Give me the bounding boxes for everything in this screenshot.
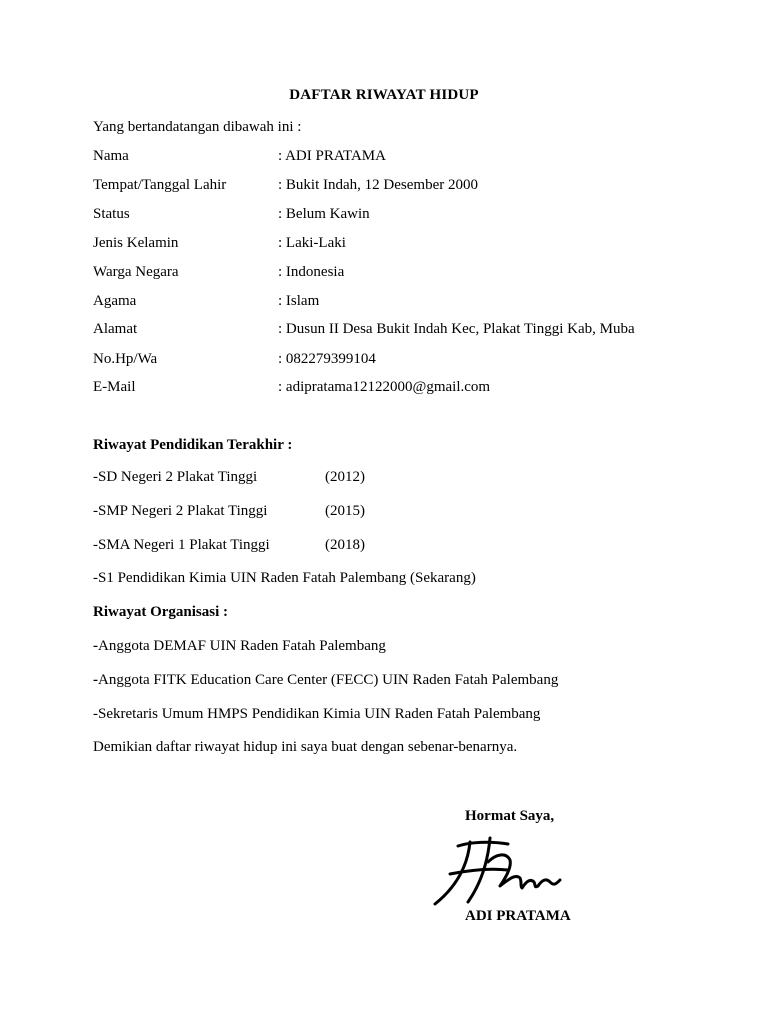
field-value: : 082279399104 — [278, 351, 376, 367]
field-value: : Bukit Indah, 12 Desember 2000 — [278, 177, 478, 193]
signer-name: ADI PRATAMA — [465, 908, 571, 924]
education-year: (2012) — [325, 469, 365, 485]
personal-row-birth — [93, 177, 478, 194]
field-value: : Laki-Laki — [278, 235, 346, 251]
field-label: Nama — [93, 148, 129, 164]
field-value: : Indonesia — [278, 264, 345, 280]
personal-row-religion — [93, 293, 319, 310]
organization-text: -Sekretaris Umum HMPS Pendidikan Kimia UIN Raden Fatah Palembang — [93, 706, 541, 722]
field-label: Status — [93, 206, 130, 222]
personal-row-status — [93, 206, 370, 223]
organization-dash: - — [93, 638, 98, 654]
organization-heading: Riwayat Organisasi : — [93, 604, 228, 620]
education-item — [93, 537, 365, 554]
personal-row-nama — [93, 148, 386, 165]
field-value: : adipratama12122000@gmail.com — [278, 379, 491, 395]
field-value: : Dusun II Desa Bukit Indah Kec, Plakat Tinggi Kab, Muba — [278, 321, 635, 337]
salutation: Hormat Saya, — [465, 808, 555, 824]
closing-statement: Demikian daftar riwayat hidup ini saya buat dengan sebenar-benarnya. — [93, 739, 518, 755]
education-year: (2015) — [325, 503, 365, 519]
field-label: Warga Negara — [93, 264, 179, 280]
field-label: No.Hp/Wa — [93, 351, 158, 367]
education-school: -SMA Negeri 1 Plakat Tinggi — [93, 537, 270, 553]
personal-row-citizenship — [93, 264, 344, 281]
field-label: E-Mail — [93, 379, 136, 395]
education-item — [93, 503, 365, 520]
field-label: Alamat — [93, 321, 138, 337]
education-school: -S1 Pendidikan Kimia UIN Raden Fatah Palembang — [93, 570, 407, 586]
document-title: DAFTAR RIWAYAT HIDUP — [289, 87, 479, 103]
field-label: Jenis Kelamin — [93, 235, 179, 251]
education-item — [93, 469, 365, 486]
field-value: : ADI PRATAMA — [278, 148, 386, 164]
education-school: -SMP Negeri 2 Plakat Tinggi — [93, 503, 268, 519]
field-label: Agama — [93, 293, 137, 309]
personal-row-address — [93, 321, 635, 338]
field-label: Tempat/Tanggal Lahir — [93, 177, 227, 193]
education-item — [93, 570, 476, 587]
organization-dash: - — [93, 672, 98, 688]
organization-text: Anggota FITK Education Care Center (FECC) UIN Raden Fatah Palembang — [98, 672, 559, 688]
field-value: : Belum Kawin — [278, 206, 370, 222]
signature-image — [430, 832, 570, 912]
field-value: : Islam — [278, 293, 320, 309]
organization-item — [93, 706, 540, 723]
personal-row-email — [93, 379, 490, 396]
personal-row-gender — [93, 235, 346, 252]
intro-text: Yang bertandatangan dibawah ini : — [93, 119, 302, 135]
organization-item — [93, 638, 386, 655]
education-year: (2018) — [325, 537, 365, 553]
education-year: (Sekarang) — [410, 570, 476, 586]
organization-item — [93, 672, 558, 689]
education-school: -SD Negeri 2 Plakat Tinggi — [93, 469, 258, 485]
personal-row-phone — [93, 351, 376, 368]
education-heading: Riwayat Pendidikan Terakhir : — [93, 437, 293, 453]
organization-text: Anggota DEMAF UIN Raden Fatah Palembang — [98, 638, 386, 654]
